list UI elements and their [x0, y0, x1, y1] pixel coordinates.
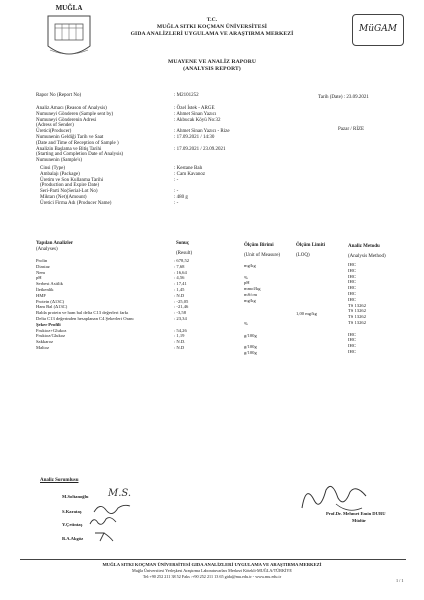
header-analyses: Yapılan Analizler [36, 241, 74, 246]
report-no-value: : M2101252 [174, 93, 199, 98]
analysis-name: Delta C13 değerinden hesaplanan C4 Şekerleri Oranı [36, 315, 134, 321]
analysis-name: Ham Bal (Δ13C) [36, 304, 68, 310]
staff-name: Y.Çetintaş [62, 522, 83, 527]
analysis-name: Fruktoz+Glukoz [36, 327, 67, 333]
sample-value: : - [174, 200, 179, 206]
analysis-name: pH [36, 275, 42, 281]
analysis-name: İletkenlik [36, 286, 54, 292]
sample-label: Miktarı (Net)(Amount) [40, 194, 87, 200]
header-result: Sonuç [176, 241, 190, 246]
result-value: : N.D [174, 292, 185, 298]
method-value: IHC [348, 331, 356, 337]
loq-value: 1,00 mg/kg [296, 310, 317, 316]
method-value: IHC [348, 262, 356, 267]
method-value: TS 13262 [348, 319, 366, 325]
method-value: IHC [348, 285, 356, 291]
logo-left-text: MUĞLA [55, 4, 83, 12]
staff-name: S.Karataş [62, 509, 82, 514]
info-value: : 17.09.2021 / 14:30 [174, 134, 215, 140]
method-value: IHC [348, 279, 356, 285]
unit-value: g/100g [244, 344, 257, 350]
results-column [174, 258, 189, 351]
date-value: 23.09.2021 [346, 95, 369, 100]
sample-label: Ambalajı (Package) [40, 171, 80, 177]
info-value: : Ahmet Sinan Yazıcı - Rize [174, 129, 230, 135]
methods-column [348, 262, 366, 355]
sample-label: Seri-Parti No(Serial-Lot No) [40, 189, 98, 195]
tc-label: T.C. [206, 17, 218, 23]
info-label: Analizin Başlama ve Bitiş Tarihi [36, 146, 102, 152]
sample-label: Üretim ve Son Kullanma Tarihi [40, 177, 104, 183]
analysis-name: Sakkaroz [36, 339, 54, 345]
footer-contact: Tel:+90 252 211 38 52 Faks :+90 252 211 13 65 gida@mu.edu.tr - www.mu.edu.tr [142, 574, 282, 579]
method-value: TS 13262 [348, 308, 366, 314]
analyses-column [36, 258, 134, 351]
method-value: IHC [348, 337, 356, 343]
analysis-name: Serbest Asitlik [36, 281, 63, 287]
method-value: TS 13262 [348, 314, 366, 320]
header-loq-sub: (LOQ) [296, 253, 310, 258]
info-label: Numuneyi Gönderenin Adresi [36, 117, 97, 123]
info-value: : 17.09.2021 / 23.09.2021 [174, 146, 226, 152]
result-value: : -21,46 [174, 304, 189, 310]
staff-name: M.Soltanoğlu [62, 494, 89, 499]
result-value: : -25,05 [174, 298, 189, 304]
info-value [174, 158, 230, 164]
method-value: TS 13262 [348, 302, 366, 308]
sample-labels [40, 166, 111, 207]
header-method: Analiz Metodu [348, 244, 380, 249]
info-labels [36, 106, 123, 164]
analysis-name: Maltoz [36, 344, 50, 350]
page-number: 1 / 1 [396, 578, 404, 583]
sample-values [174, 166, 205, 207]
staff-name: B.A.Akgöz [62, 536, 84, 541]
header-unit: Ölçüm Birimi [244, 243, 274, 248]
header-loq: Ölçüm Limiti [296, 243, 326, 248]
sample-value: : Kestane Balı [174, 166, 203, 171]
sample-value: : Cam Kavanoz [174, 171, 206, 177]
units-column [244, 263, 261, 356]
unit-value: % [244, 274, 248, 280]
analysis-name: Şeker Profili [36, 321, 61, 327]
info-label: Üretici(Producer) [36, 129, 72, 135]
footer-institution: MUĞLA SITKI KOÇMAN ÜNİVERSİTESİ GIDA ANALİZLERİ UYGULAMA VE ARAŞTIRMA MERKEZİ [102, 562, 322, 567]
report-subtitle: (ANALYSIS REPORT) [183, 66, 241, 72]
sample-value: : 480 g [174, 194, 188, 200]
result-value: : 678,52 [174, 258, 190, 263]
info-value: : Akbucak Köyü No:32 [174, 117, 221, 123]
analysis-name: Nem [36, 269, 45, 275]
info-value: : Ahmet Sinan Yazıcı [174, 111, 217, 117]
result-value: : 7,68 [174, 263, 185, 269]
result-value: : 16,64 [174, 269, 187, 275]
method-value: IHC [348, 267, 356, 273]
result-value: : 17,41 [174, 281, 187, 287]
info-label: (Starting and Completion Date of Analysis) [36, 152, 124, 158]
sample-label: (Production and Expire Date) [40, 183, 100, 189]
date-label: Tarih (Date) : [318, 95, 346, 100]
sample-value: : - [174, 177, 179, 183]
loq-value [296, 363, 317, 369]
method-value: IHC [348, 343, 356, 349]
footer-divider [20, 559, 406, 560]
director-role: Müdür [352, 518, 367, 523]
report-no-label: Rapor No (Report No) [36, 93, 82, 98]
signature-image [92, 529, 116, 548]
analysis-name: Protein (Δ13C) [36, 298, 65, 304]
unit-value: mS/cm [244, 291, 258, 297]
report-title: MUAYENE VE ANALİZ RAPORU [167, 59, 257, 65]
header-method-sub: (Analysis Method) [348, 254, 386, 259]
unit-value: mmol/kg [244, 286, 261, 292]
result-value: : 4,56 [174, 275, 185, 281]
unit-value: pH [244, 280, 250, 286]
method-value: IHC [348, 296, 356, 302]
staff-title: Analiz Sorumlusu [40, 478, 79, 483]
analysis-name: HMF [36, 292, 46, 298]
method-value: IHC [348, 348, 356, 354]
footer-address: Muğla Üniversitesi Yerleşkesi Araştırma Laboratuvarları Merkezi Kötekli-MUĞLA/TÜRKİYE [132, 568, 292, 573]
info-label: Numuneyi Gönderen (Sample sent by) [36, 111, 114, 117]
university-name: MUĞLA SITKI KOÇMAN ÜNİVERSİTESİ [156, 24, 268, 30]
info-values [174, 106, 230, 164]
unit-value: mg/kg [244, 263, 256, 268]
result-value: : 54,26 [174, 327, 187, 333]
analysis-name: Balda protein ve ham bal delta C13 değerleri farkı [36, 310, 129, 316]
loq-column [296, 276, 317, 369]
director-name: Prof.Dr. Mehmet Emin DURU [326, 511, 386, 516]
analysis-name: Diastaz [36, 263, 50, 269]
sample-label: Cinsi (Type) [40, 166, 66, 171]
staff-initials: M.S. [108, 488, 132, 499]
info-label: (Adress of Sender) [36, 123, 74, 129]
result-value: : 1,45 [174, 286, 185, 292]
result-value: : N.D [174, 344, 185, 350]
center-name: GIDA ANALİZLERİ UYGULAMA VE ARAŞTIRMA MERKEZİ [130, 31, 294, 37]
header-analyses-sub: (Analyses) [36, 247, 58, 252]
info-label: Numunenin (Sample's) [36, 158, 83, 164]
result-value: : N.D. [174, 339, 186, 345]
method-value: IHC [348, 290, 356, 296]
info-label: (Date and Time of Reception of Sample ) [36, 140, 119, 146]
header-unit-sub: (Unit of Measure) [244, 253, 281, 258]
result-value: : 23,34 [174, 315, 187, 321]
analysis-name: Fruktoz/Glukoz [36, 333, 66, 339]
unit-value: g/100g [244, 349, 257, 355]
method-value: IHC [348, 273, 356, 279]
info-label: Numunenin Geldiği Tarih ve Saat [36, 134, 104, 140]
unit-value: g/100g [244, 332, 257, 338]
address-right: Pazar / RİZE [338, 127, 365, 132]
analysis-name: Prolin [36, 258, 48, 263]
logo-right-text: MüGAM [359, 24, 397, 34]
info-value: : Özel İstek - ARGE [174, 106, 215, 111]
sample-value: : - [174, 189, 179, 195]
result-value: : -3,58 [174, 310, 186, 316]
unit-value: % [244, 320, 248, 326]
header-result-sub: (Result) [176, 251, 193, 256]
sample-label: Üretici Firma Adı (Producer Name) [40, 200, 112, 206]
unit-value: mg/kg [244, 297, 256, 303]
info-label: Analiz Amacı (Reason of Analysis) [36, 106, 107, 111]
result-value: : 1,19 [174, 333, 185, 339]
